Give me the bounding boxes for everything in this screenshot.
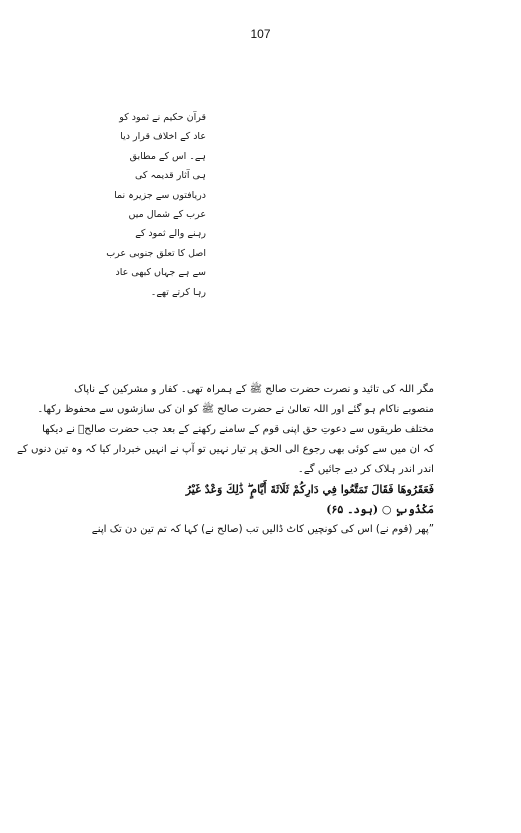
paragraph-line: منصوبے ناکام ہو گئے اور اللہ تعالیٰ نے حضرت صالح ﷺ کو ان کی سازشوں سے محفوظ رکھا۔ (37, 404, 434, 415)
paragraph-line: اندر اندر ہلاک کر دیے جائیں گے۔ (297, 464, 434, 475)
side-note-line: ہے۔ اس کے مطابق (129, 150, 206, 162)
main-text (16, 380, 434, 540)
quran-verse-line: فَعَقَرُوهَا فَقَالَ تَمَتَّعُوا فِي دَارِكُمْ ثَلَاثَةَ أَيَّامٍ ۖ ذَٰلِكَ وَعْدٌ غَيْرُ (185, 483, 434, 496)
translation-line: ”پھر (قوم نے) اس کی کونچیں کاٹ ڈالیں تب (صالح نے) کہا کہ تم تین دن تک اپنے (91, 524, 434, 535)
side-note-line: ہی آثار قدیمہ کی (135, 170, 206, 182)
paragraph-line: کہ ان میں سے کوئی بھی رجوع الی الحق پر تیار نہیں تو آپ نے انہیں خبردار کیا کہ وہ تین دنوں کے (16, 444, 434, 455)
side-note-line: عاد کے اخلاف قرار دیا (120, 131, 206, 143)
side-note-line: دریافتوں سے جزیرہ نما (114, 189, 206, 201)
quran-verse-line: مَكْذُوبٍ ○ (ہود۔ ۶۵) (326, 503, 434, 516)
side-note-line: قرآن حکیم نے ثمود کو (119, 112, 206, 123)
side-note-line: اصل کا تعلق جنوبی عرب (106, 247, 206, 259)
paragraph-line: مگر اللہ کی تائید و نصرت حضرت صالح ﷺ کے ہمراہ تھی۔ کفار و مشرکین کے ناپاک (74, 384, 434, 395)
page-number: 107 (250, 27, 271, 41)
side-note-line: سے ہے جہاں کبھی عاد (115, 267, 206, 279)
side-note-line: رہنے والے ثمود کے (135, 228, 206, 240)
paragraph-line: مختلف طریقوں سے دعوتِ حق اپنی قوم کے سامنے رکھنے کے بعد جب حضرت صالحؑ نے دیکھا (42, 424, 434, 435)
side-note-line: عرب کے شمال میں (128, 208, 206, 220)
side-note (86, 108, 206, 302)
side-note-line: رہا کرتے تھے۔ (150, 286, 206, 298)
